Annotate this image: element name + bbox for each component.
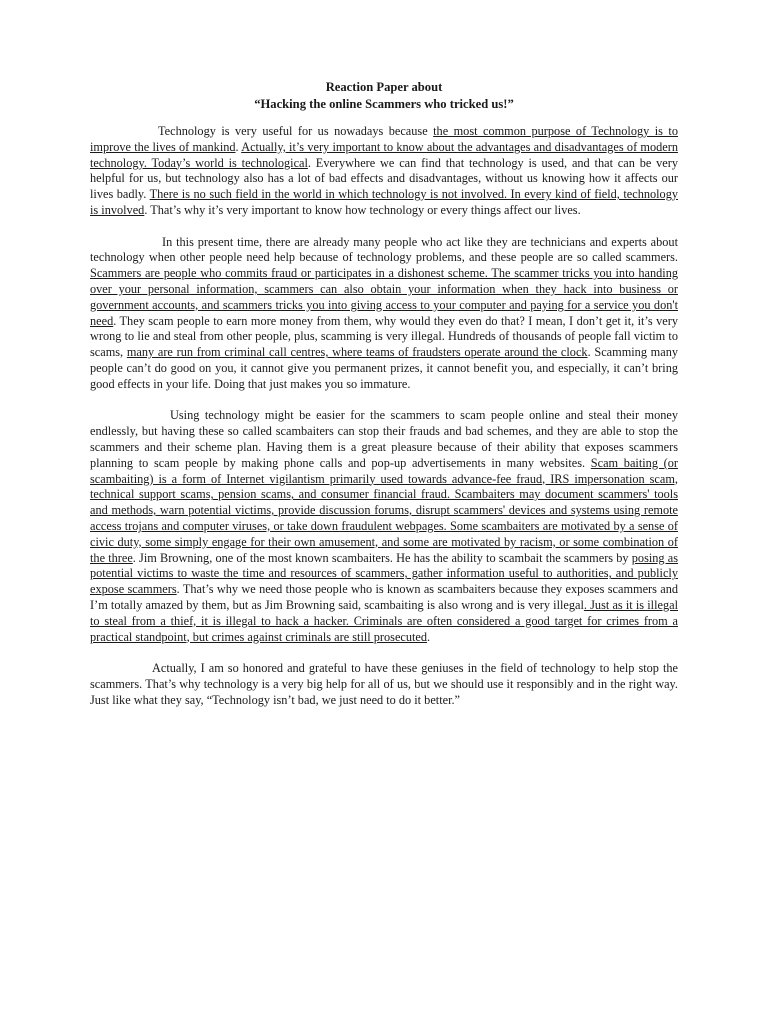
title-line-2: “Hacking the online Scammers who tricked us!” [254, 97, 514, 111]
p2-underlined-2: many are run from criminal call centres, where teams of fraudsters operate around the clock [126, 345, 588, 360]
p3-underlined-1: Scam baiting (or scambaiting) is a form of Internet vigilantism primarily used towards advance-fee fraud, IRS impersonation scam, technical support scams, pension scams, and consumer financial fraud. Scambaiters may document scammers' tools and methods, warn potential victims, provide discussion forums, disrupt scammers' devices and systems using remote access trojans and computer viruses, or take down fraudulent webpages. Some scambaiters are motivated by a sense of civic duty, some simply engage for their own amusement, and some are motivated by racism, or some combination of the three [90, 455, 678, 565]
p3-text-2: . Jim Browning, one of the most known scambaiters. He has the ability to scambait the scammers by [132, 550, 632, 565]
paragraph-2 [90, 235, 678, 393]
p3-text-1: Using technology might be easier for the scammers to scam people online and steal their money endlessly, but having these so called scambaiters can stop their frauds and bad schemes, and they are able to stop the scammers and their scheme plan. Having them is a great pleasure because of their ability that exposes scammers planning to scam people by making phone calls and pop-up advertisements in many websites. [90, 408, 678, 470]
p1-text-1: Technology is very useful for us nowadays because [158, 124, 434, 138]
p1-underlined-3: There is no such field in the world in which technology is not involved. In every kind of field, technology is involved [90, 187, 678, 217]
p2-underlined-1: Scammers are people who commits fraud or participates in a dishonest scheme. The scammer tricks you into handing over your personal information, scammers can also obtain your information when they hack into business or government accounts, and scammers tricks you into giving access to your computer and paying for a service you don't need [90, 266, 678, 328]
p2-text-2: . They scam people to earn more money from them, why would they even do that? I mean, I don’t get it, it’s very wrong to lie and steal from other people, plus, scamming is very illegal. Hundreds of thousands of people fall victim to scams, [90, 313, 678, 360]
p2-text-3: . Scamming many people can’t do good on you, it cannot give you permanent prizes, it cannot benefit you, and especially, it can’t bring good effects in your life. Doing that just makes you so immature. [90, 345, 679, 391]
p3-underlined-3: . Just as it is illegal to steal from a thief, it is illegal to hack a hacker. Criminals are often considered a good target for crimes from a practical standpoint, but crimes against criminals are still prosecuted [90, 597, 678, 644]
paragraph-1 [90, 124, 678, 219]
paper-body [90, 124, 678, 724]
paragraph-4 [90, 661, 678, 708]
p1-text-4: . That’s why it’s very important to know how technology or every things affect our lives. [144, 202, 581, 217]
p3-underlined-2: posing as potential victims to waste the time and resources of scammers, gather information useful to authorities, and publicly expose scammers [90, 550, 678, 597]
paragraph-3 [90, 408, 678, 645]
p1-text-3: . Everywhere we can find that technology is used, and that can be very helpful for us, but technology also has a lot of bad effects and disadvantages, without us knowing how it affects our lives badly. [90, 155, 678, 202]
p1-underlined-1: the most common purpose of Technology is to improve the lives of mankind [90, 124, 678, 154]
p2-text-1: In this present time, there are already many people who act like they are technicians and experts about technology when other people need help because of technology problems, and these people are so called scammers. [90, 234, 678, 265]
p4-text-1: Actually, I am so honored and grateful to have these geniuses in the field of technology to help stop the scammers. That’s why technology is a very big help for all of us, but we should use it responsibly and in the right way. Just like what they say, “Technology isn’t bad, we just need to do it better.” [90, 661, 678, 707]
paper-title [90, 79, 678, 113]
p1-underlined-2: Actually, it’s very important to know about the advantages and disadvantages of modern technology. Today’s world is technological [90, 139, 678, 170]
title-line-1: Reaction Paper about [325, 80, 443, 94]
p1-text-2: . [235, 139, 242, 154]
p3-text-4: . [427, 629, 431, 644]
p3-text-3: . That’s why we need those people who is known as scambaiters because they exposes scammers and I’m totally amazed by them, but as Jim Browning said, scambaiting is also wrong and is very illegal [90, 582, 679, 612]
